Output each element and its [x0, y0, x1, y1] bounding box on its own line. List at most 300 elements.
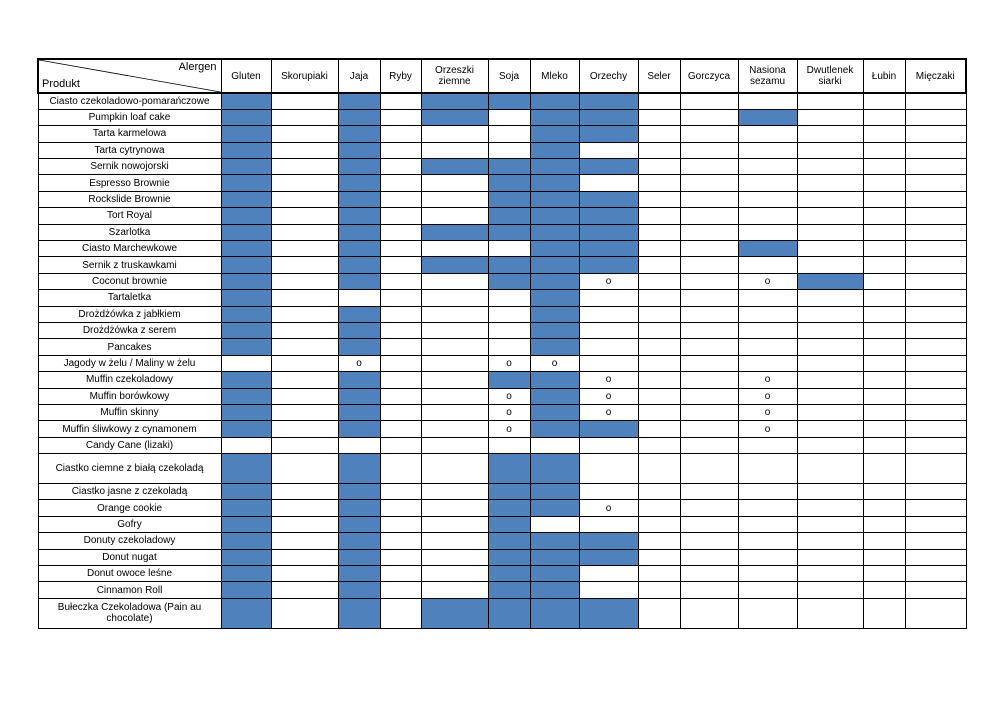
- allergen-empty-cell: [905, 322, 966, 338]
- allergen-trace-cell: o: [738, 372, 797, 388]
- allergen-empty-cell: [738, 500, 797, 516]
- allergen-empty-cell: [530, 437, 579, 453]
- allergen-empty-cell: [905, 208, 966, 224]
- allergen-empty-cell: [680, 208, 738, 224]
- allergen-present-cell: [530, 500, 579, 516]
- allergen-empty-cell: [421, 421, 488, 437]
- table-row: [38, 224, 966, 240]
- allergen-empty-cell: [797, 109, 863, 125]
- allergen-empty-cell: [271, 257, 338, 273]
- allergen-empty-cell: [680, 582, 738, 598]
- allergen-present-cell: [530, 126, 579, 142]
- allergen-empty-cell: [271, 566, 338, 582]
- allergen-empty-cell: [271, 372, 338, 388]
- table-row: [38, 566, 966, 582]
- allergen-empty-cell: [797, 454, 863, 484]
- allergen-empty-cell: [638, 566, 680, 582]
- allergen-empty-cell: [680, 224, 738, 240]
- allergen-present-cell: [530, 404, 579, 420]
- allergen-present-cell: [530, 339, 579, 355]
- allergen-present-cell: [338, 421, 380, 437]
- allergen-present-cell: [530, 257, 579, 273]
- allergen-present-cell: [530, 454, 579, 484]
- allergen-present-cell: [221, 404, 271, 420]
- allergen-empty-cell: [905, 273, 966, 289]
- allergen-present-cell: [421, 598, 488, 628]
- allergen-empty-cell: [905, 175, 966, 191]
- allergen-empty-cell: [488, 437, 530, 453]
- allergen-empty-cell: [797, 582, 863, 598]
- allergen-empty-cell: [680, 437, 738, 453]
- allergen-empty-cell: [680, 549, 738, 565]
- allergen-present-cell: [579, 191, 638, 207]
- column-header: Orzechy: [579, 59, 638, 93]
- allergen-empty-cell: [421, 175, 488, 191]
- allergen-empty-cell: [579, 322, 638, 338]
- allergen-empty-cell: [380, 191, 421, 207]
- allergen-empty-cell: [738, 582, 797, 598]
- allergen-empty-cell: [638, 500, 680, 516]
- allergen-empty-cell: [863, 388, 905, 404]
- product-name: Szarlotka: [38, 224, 221, 240]
- allergen-empty-cell: [680, 241, 738, 257]
- table-row: [38, 322, 966, 338]
- allergen-empty-cell: [738, 322, 797, 338]
- allergen-trace-cell: o: [488, 355, 530, 371]
- allergen-empty-cell: [797, 191, 863, 207]
- allergen-present-cell: [530, 582, 579, 598]
- header-corner: [38, 59, 221, 93]
- allergen-empty-cell: [421, 516, 488, 532]
- allergen-empty-cell: [863, 421, 905, 437]
- allergen-empty-cell: [380, 322, 421, 338]
- allergen-empty-cell: [421, 372, 488, 388]
- allergen-empty-cell: [905, 306, 966, 322]
- allergen-present-cell: [338, 500, 380, 516]
- allergen-present-cell: [530, 208, 579, 224]
- allergen-empty-cell: [579, 454, 638, 484]
- allergen-present-cell: [488, 500, 530, 516]
- allergen-empty-cell: [380, 533, 421, 549]
- allergen-empty-cell: [680, 322, 738, 338]
- allergen-present-cell: [221, 241, 271, 257]
- allergen-empty-cell: [380, 404, 421, 420]
- allergen-empty-cell: [738, 191, 797, 207]
- allergen-empty-cell: [863, 566, 905, 582]
- allergen-empty-cell: [863, 533, 905, 549]
- allergen-empty-cell: [797, 372, 863, 388]
- allergen-present-cell: [488, 454, 530, 484]
- allergen-empty-cell: [797, 404, 863, 420]
- allergen-present-cell: [221, 191, 271, 207]
- allergen-empty-cell: [680, 93, 738, 109]
- allergen-empty-cell: [638, 175, 680, 191]
- product-name: Drożdżówka z serem: [38, 322, 221, 338]
- allergen-empty-cell: [488, 322, 530, 338]
- allergen-empty-cell: [638, 582, 680, 598]
- allergen-present-cell: [338, 306, 380, 322]
- allergen-empty-cell: [380, 306, 421, 322]
- allergen-empty-cell: [738, 306, 797, 322]
- allergen-present-cell: [338, 273, 380, 289]
- allergen-empty-cell: [488, 241, 530, 257]
- allergen-empty-cell: [271, 582, 338, 598]
- allergen-present-cell: [738, 241, 797, 257]
- allergen-empty-cell: [905, 454, 966, 484]
- allergen-present-cell: [421, 257, 488, 273]
- table-row: [38, 93, 966, 109]
- table-row: [38, 388, 966, 404]
- allergen-empty-cell: [638, 454, 680, 484]
- allergen-empty-cell: [338, 290, 380, 306]
- table-row: [38, 159, 966, 175]
- table-header: [38, 59, 966, 93]
- table-row: [38, 437, 966, 453]
- allergen-empty-cell: [680, 533, 738, 549]
- allergen-trace-cell: o: [338, 355, 380, 371]
- allergen-empty-cell: [380, 224, 421, 240]
- allergen-empty-cell: [421, 322, 488, 338]
- allergen-empty-cell: [638, 372, 680, 388]
- allergen-empty-cell: [421, 355, 488, 371]
- allergen-present-cell: [530, 306, 579, 322]
- product-name: Ciasto czekoladowo-pomarańczowe: [38, 93, 221, 109]
- allergen-present-cell: [221, 454, 271, 484]
- allergen-empty-cell: [905, 388, 966, 404]
- table-row: [38, 339, 966, 355]
- allergen-present-cell: [530, 566, 579, 582]
- allergen-empty-cell: [271, 142, 338, 158]
- allergen-present-cell: [579, 257, 638, 273]
- product-name: Espresso Brownie: [38, 175, 221, 191]
- allergen-empty-cell: [738, 257, 797, 273]
- allergen-empty-cell: [421, 566, 488, 582]
- allergen-trace-cell: o: [579, 388, 638, 404]
- table-row: [38, 533, 966, 549]
- allergen-empty-cell: [863, 484, 905, 500]
- allergen-empty-cell: [680, 306, 738, 322]
- allergen-trace-cell: o: [738, 404, 797, 420]
- allergen-trace-cell: o: [579, 404, 638, 420]
- allergen-present-cell: [530, 93, 579, 109]
- allergen-present-cell: [338, 191, 380, 207]
- allergen-present-cell: [530, 224, 579, 240]
- allergen-present-cell: [488, 598, 530, 628]
- allergen-empty-cell: [421, 500, 488, 516]
- product-name: Pumpkin loaf cake: [38, 109, 221, 125]
- allergen-empty-cell: [380, 339, 421, 355]
- allergen-present-cell: [338, 159, 380, 175]
- allergen-empty-cell: [579, 484, 638, 500]
- allergen-empty-cell: [797, 290, 863, 306]
- allergen-present-cell: [338, 516, 380, 532]
- allergen-present-cell: [221, 566, 271, 582]
- allergen-present-cell: [488, 208, 530, 224]
- allergen-empty-cell: [797, 126, 863, 142]
- allergen-present-cell: [338, 566, 380, 582]
- allergen-empty-cell: [380, 500, 421, 516]
- allergen-present-cell: [579, 93, 638, 109]
- allergen-present-cell: [221, 290, 271, 306]
- allergen-empty-cell: [638, 322, 680, 338]
- allergen-empty-cell: [421, 533, 488, 549]
- allergen-empty-cell: [680, 500, 738, 516]
- allergen-empty-cell: [380, 257, 421, 273]
- allergen-empty-cell: [680, 388, 738, 404]
- allergen-empty-cell: [638, 159, 680, 175]
- allergen-present-cell: [530, 388, 579, 404]
- allergen-empty-cell: [797, 421, 863, 437]
- allergen-empty-cell: [797, 159, 863, 175]
- allergen-present-cell: [579, 109, 638, 125]
- product-name: Sernik nowojorski: [38, 159, 221, 175]
- product-name: Bułeczka Czekoladowa (Pain au chocolate): [38, 598, 221, 628]
- allergen-empty-cell: [797, 533, 863, 549]
- allergen-present-cell: [338, 339, 380, 355]
- allergen-present-cell: [221, 388, 271, 404]
- allergen-empty-cell: [221, 355, 271, 371]
- allergen-empty-cell: [380, 175, 421, 191]
- allergen-empty-cell: [738, 355, 797, 371]
- column-header: Łubin: [863, 59, 905, 93]
- product-name: Muffin śliwkowy z cynamonem: [38, 421, 221, 437]
- allergen-empty-cell: [905, 257, 966, 273]
- table-row: [38, 454, 966, 484]
- table-row: [38, 598, 966, 628]
- allergen-empty-cell: [421, 582, 488, 598]
- column-header: Nasiona sezamu: [738, 59, 797, 93]
- allergen-present-cell: [221, 109, 271, 125]
- product-name: Sernik z truskawkami: [38, 257, 221, 273]
- allergen-present-cell: [579, 224, 638, 240]
- allergen-empty-cell: [380, 582, 421, 598]
- allergen-present-cell: [488, 566, 530, 582]
- allergen-present-cell: [421, 109, 488, 125]
- allergen-empty-cell: [863, 159, 905, 175]
- allergen-empty-cell: [797, 388, 863, 404]
- allergen-empty-cell: [905, 372, 966, 388]
- allergen-empty-cell: [863, 126, 905, 142]
- allergen-empty-cell: [638, 339, 680, 355]
- allergen-empty-cell: [338, 437, 380, 453]
- table-row: [38, 516, 966, 532]
- allergen-empty-cell: [797, 484, 863, 500]
- allergen-empty-cell: [905, 224, 966, 240]
- allergen-empty-cell: [738, 126, 797, 142]
- allergen-empty-cell: [271, 109, 338, 125]
- allergen-empty-cell: [421, 142, 488, 158]
- allergen-present-cell: [421, 159, 488, 175]
- allergen-present-cell: [488, 372, 530, 388]
- allergen-present-cell: [530, 191, 579, 207]
- allergen-present-cell: [738, 109, 797, 125]
- allergen-present-cell: [338, 93, 380, 109]
- allergen-empty-cell: [905, 437, 966, 453]
- allergen-empty-cell: [271, 516, 338, 532]
- allergen-empty-cell: [380, 241, 421, 257]
- allergen-empty-cell: [680, 191, 738, 207]
- allergen-empty-cell: [738, 208, 797, 224]
- allergen-empty-cell: [680, 421, 738, 437]
- product-name: Muffin borówkowy: [38, 388, 221, 404]
- product-name: Rockslide Brownie: [38, 191, 221, 207]
- column-header: Dwutlenek siarki: [797, 59, 863, 93]
- allergen-empty-cell: [380, 437, 421, 453]
- allergen-empty-cell: [488, 306, 530, 322]
- product-name: Gofry: [38, 516, 221, 532]
- allergen-empty-cell: [738, 484, 797, 500]
- allergen-present-cell: [797, 273, 863, 289]
- allergen-empty-cell: [271, 175, 338, 191]
- allergen-present-cell: [221, 516, 271, 532]
- allergen-empty-cell: [797, 516, 863, 532]
- allergen-empty-cell: [638, 142, 680, 158]
- allergen-empty-cell: [421, 484, 488, 500]
- allergen-present-cell: [338, 109, 380, 125]
- column-header: Jaja: [338, 59, 380, 93]
- allergen-empty-cell: [680, 175, 738, 191]
- allergen-present-cell: [221, 175, 271, 191]
- allergen-empty-cell: [380, 454, 421, 484]
- allergen-table: [37, 58, 967, 629]
- allergen-empty-cell: [797, 437, 863, 453]
- allergen-present-cell: [530, 175, 579, 191]
- corner-label-produkt: Produkt: [42, 78, 80, 90]
- product-name: Donut owoce leśne: [38, 566, 221, 582]
- allergen-empty-cell: [738, 159, 797, 175]
- allergen-empty-cell: [271, 126, 338, 142]
- allergen-empty-cell: [579, 290, 638, 306]
- allergen-empty-cell: [271, 500, 338, 516]
- allergen-trace-cell: o: [488, 421, 530, 437]
- allergen-empty-cell: [863, 339, 905, 355]
- allergen-present-cell: [221, 93, 271, 109]
- allergen-empty-cell: [421, 339, 488, 355]
- allergen-empty-cell: [863, 241, 905, 257]
- allergen-present-cell: [221, 257, 271, 273]
- allergen-empty-cell: [638, 598, 680, 628]
- allergen-empty-cell: [638, 191, 680, 207]
- product-name: Candy Cane (lizaki): [38, 437, 221, 453]
- allergen-present-cell: [488, 582, 530, 598]
- allergen-empty-cell: [638, 224, 680, 240]
- allergen-present-cell: [488, 533, 530, 549]
- allergen-empty-cell: [905, 566, 966, 582]
- allergen-present-cell: [338, 549, 380, 565]
- allergen-empty-cell: [863, 93, 905, 109]
- allergen-empty-cell: [380, 372, 421, 388]
- allergen-empty-cell: [797, 257, 863, 273]
- allergen-empty-cell: [221, 437, 271, 453]
- allergen-empty-cell: [863, 142, 905, 158]
- allergen-empty-cell: [530, 516, 579, 532]
- allergen-present-cell: [530, 421, 579, 437]
- allergen-present-cell: [221, 549, 271, 565]
- product-name: Donuty czekoladowy: [38, 533, 221, 549]
- allergen-empty-cell: [638, 516, 680, 532]
- allergen-empty-cell: [380, 388, 421, 404]
- allergen-empty-cell: [488, 290, 530, 306]
- allergen-empty-cell: [638, 306, 680, 322]
- allergen-present-cell: [530, 533, 579, 549]
- allergen-empty-cell: [421, 454, 488, 484]
- allergen-present-cell: [338, 257, 380, 273]
- allergen-empty-cell: [271, 454, 338, 484]
- allergen-present-cell: [221, 339, 271, 355]
- allergen-empty-cell: [579, 175, 638, 191]
- allergen-empty-cell: [380, 109, 421, 125]
- allergen-present-cell: [488, 93, 530, 109]
- allergen-empty-cell: [863, 109, 905, 125]
- allergen-empty-cell: [638, 484, 680, 500]
- allergen-empty-cell: [380, 355, 421, 371]
- allergen-empty-cell: [797, 598, 863, 628]
- allergen-empty-cell: [380, 142, 421, 158]
- allergen-empty-cell: [638, 437, 680, 453]
- allergen-empty-cell: [380, 93, 421, 109]
- column-header: Gorczyca: [680, 59, 738, 93]
- allergen-present-cell: [530, 290, 579, 306]
- allergen-trace-cell: o: [738, 273, 797, 289]
- table-row: [38, 257, 966, 273]
- product-name: Orange cookie: [38, 500, 221, 516]
- allergen-empty-cell: [421, 126, 488, 142]
- allergen-empty-cell: [738, 224, 797, 240]
- allergen-present-cell: [221, 273, 271, 289]
- allergen-empty-cell: [863, 175, 905, 191]
- allergen-empty-cell: [579, 355, 638, 371]
- allergen-empty-cell: [680, 290, 738, 306]
- allergen-present-cell: [530, 241, 579, 257]
- allergen-present-cell: [338, 454, 380, 484]
- allergen-present-cell: [530, 142, 579, 158]
- allergen-empty-cell: [638, 273, 680, 289]
- allergen-present-cell: [338, 404, 380, 420]
- allergen-empty-cell: [271, 290, 338, 306]
- allergen-empty-cell: [680, 109, 738, 125]
- product-name: Muffin czekoladowy: [38, 372, 221, 388]
- allergen-empty-cell: [797, 93, 863, 109]
- allergen-empty-cell: [421, 306, 488, 322]
- allergen-empty-cell: [421, 208, 488, 224]
- allergen-empty-cell: [680, 257, 738, 273]
- allergen-empty-cell: [271, 533, 338, 549]
- allergen-present-cell: [488, 257, 530, 273]
- column-header: Soja: [488, 59, 530, 93]
- allergen-empty-cell: [797, 322, 863, 338]
- allergen-present-cell: [338, 484, 380, 500]
- allergen-present-cell: [488, 484, 530, 500]
- allergen-present-cell: [579, 421, 638, 437]
- allergen-empty-cell: [421, 191, 488, 207]
- allergen-empty-cell: [271, 224, 338, 240]
- allergen-empty-cell: [738, 566, 797, 582]
- allergen-empty-cell: [421, 241, 488, 257]
- allergen-present-cell: [488, 159, 530, 175]
- allergen-empty-cell: [421, 273, 488, 289]
- allergen-present-cell: [221, 142, 271, 158]
- allergen-present-cell: [530, 322, 579, 338]
- table-row: [38, 241, 966, 257]
- header-row: [38, 59, 966, 93]
- allergen-empty-cell: [680, 516, 738, 532]
- allergen-empty-cell: [905, 484, 966, 500]
- allergen-empty-cell: [638, 109, 680, 125]
- table-row: [38, 582, 966, 598]
- allergen-empty-cell: [638, 208, 680, 224]
- allergen-present-cell: [221, 582, 271, 598]
- table-row: [38, 126, 966, 142]
